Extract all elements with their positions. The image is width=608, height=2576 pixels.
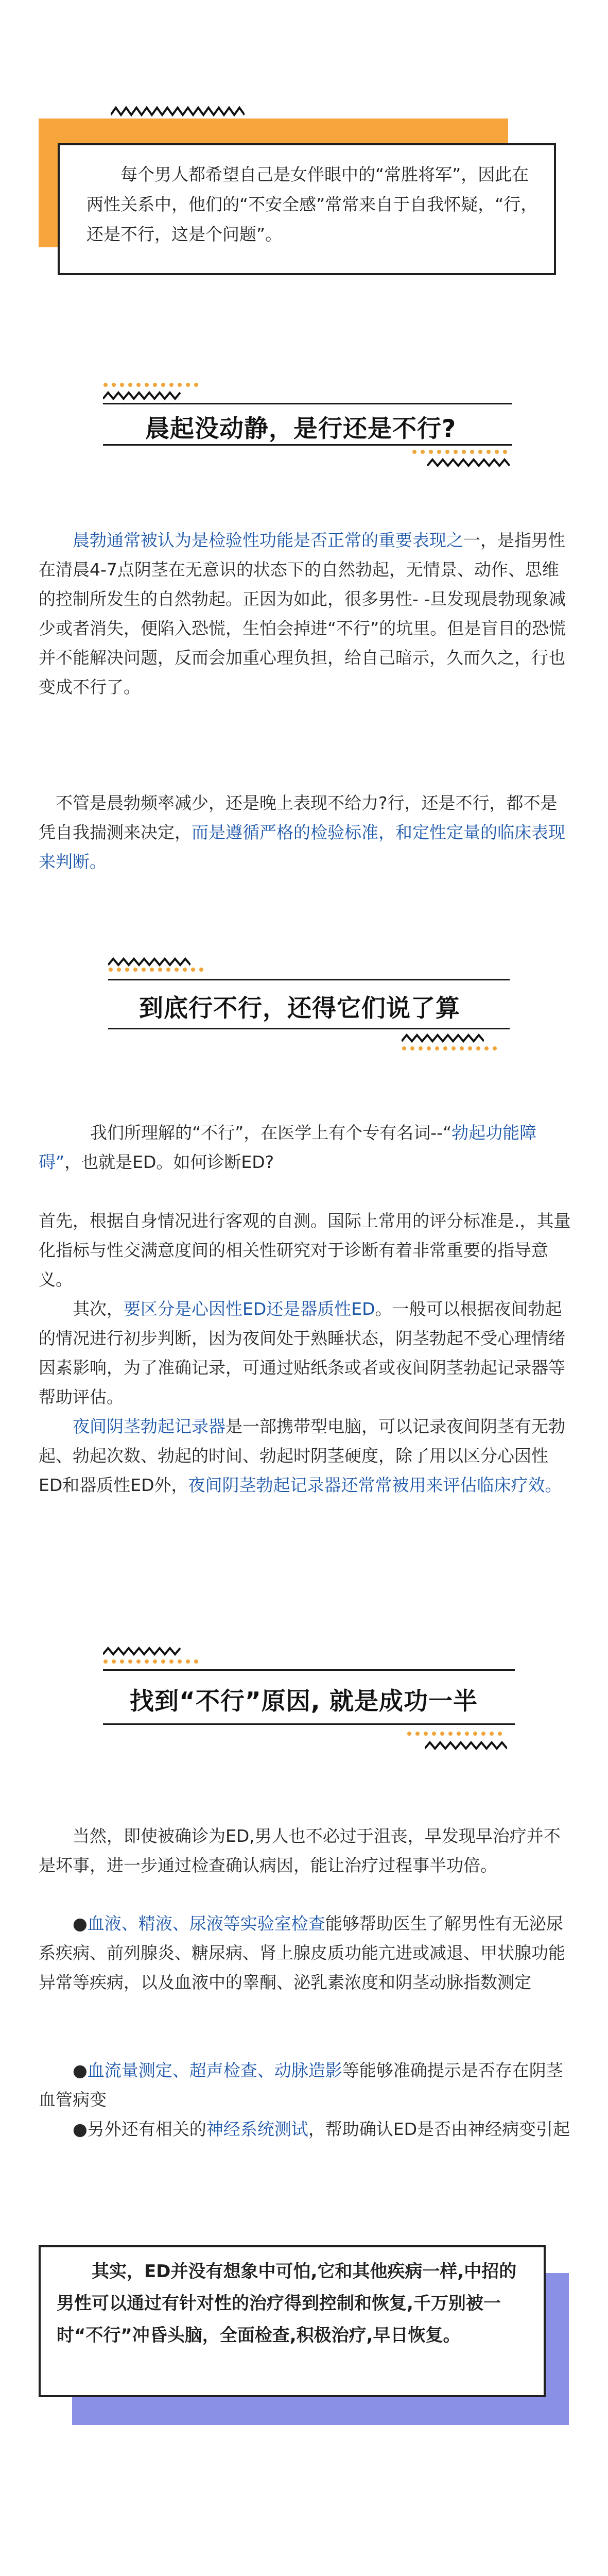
section1-zigzag-left [103, 391, 183, 401]
section3-zigzag-left [103, 1646, 183, 1656]
section3-b2-text: 等能够准确提示是否存在阴茎血管病变 [39, 2060, 563, 2110]
section2-p3-start: 其次， [73, 1299, 124, 1319]
intro-zigzag-decoration [111, 106, 245, 117]
bullet-icon: ● [73, 2060, 88, 2080]
section2-paragraph-4 [39, 1412, 571, 1500]
section3-bottom-rule [103, 1723, 515, 1725]
conclusion-text: 其实，ED并没有想象中可怕,它和其他疾病一样,中招的男性可以通过有针对性的治疗得到控制和恢复,千万别被一时“不行”冲昏头脑，全面检查,积极治疗,早日恢复。 [57, 2261, 517, 2346]
section3-b3-text: ，帮助确认ED是否由神经病变引起 [308, 2119, 570, 2139]
section3-b1-highlight: 血液、精液、尿液等实验室检查 [87, 1913, 325, 1934]
section3-b2-highlight: 血流量测定、超声检查、动脉造影 [87, 2060, 342, 2080]
section2-dots-left [108, 967, 206, 972]
section3-zigzag-right [425, 1740, 507, 1751]
section1-p1-text: 一，是指男性在清晨4-7点阴茎在无意识的状态下的自然勃起，无情景、动作、思维的控制所发生的自然勃起。正因为如此，很多男性- -旦发现晨勃现象减少或者消失，便陷入恐慌，生怕会掉进“不行”的坑里。但是盲目的恐慌并不能解决问题，反而会加重心理负担，给自己暗示，久而久之，行也变成不行了。 [39, 530, 566, 697]
section1-zigzag-right [427, 457, 510, 468]
section1-p2-highlight: 而是遵循严格的检验标准，和定性定量的临床表现来判断。 [39, 822, 565, 872]
section1-paragraph-2 [39, 788, 571, 876]
section2-zigzag-left [108, 957, 190, 967]
section2-p1-highlight: 勃起功能障碍” [39, 1123, 537, 1172]
section3-bullet-3 [39, 2114, 571, 2144]
section3-dots-left [103, 1659, 201, 1664]
section2-paragraph-1 [39, 1118, 571, 1177]
section1-top-rule [103, 403, 512, 404]
section2-p3-text: 。一般可以根据夜间勃起的情况进行初步判断，因为夜间处于熟睡状态，阴茎勃起不受心理情绪因素影响，为了准确记录，可通过贴纸条或者或夜间阴茎勃起记录器等帮助评估。 [39, 1299, 565, 1407]
section1-p1-highlight: 晨勃通常被认为是检验性功能是否正常的重要表现之 [73, 530, 463, 550]
section3-bullet-2 [39, 2056, 571, 2114]
section2-heading: 到底行不行，还得它们说了算 [139, 994, 460, 1023]
section2-dots-right [402, 1046, 499, 1051]
section2-p3-highlight: 要区分是心因性ED还是器质性ED [124, 1299, 375, 1319]
bullet-icon: ● [73, 1913, 88, 1934]
section2-bottom-rule [108, 1028, 510, 1029]
section3-dots-right [407, 1731, 505, 1736]
section3-b3-start: 另外还有相关的 [87, 2119, 206, 2139]
section3-bullet-1 [39, 1909, 571, 1997]
section2-p4-highlight-1: 夜间阴茎勃起记录器 [73, 1416, 225, 1436]
section3-b3-highlight: 神经系统测试 [206, 2119, 308, 2139]
section1-dots-left [103, 382, 201, 387]
section1-p2-text: 不管是晨勃频率减少，还是晚上表现不给力?行，还是不行，都不是凭自我揣测来决定， [39, 793, 558, 842]
section2-paragraph-2: 首先，根据自身情况进行客观的自测。国际上常用的评分标准是.，其量化指标与性交满意度间的相关性研究对于诊断有着非常重要的指导意义。 [39, 1211, 571, 1290]
section3-top-rule [103, 1669, 515, 1671]
section2-p4-highlight-2: 夜间阴茎勃起记录器还常常被用来评估临床疗效。 [188, 1475, 562, 1495]
section2-paragraph-3 [39, 1294, 571, 1412]
bullet-icon: ● [73, 2119, 88, 2139]
section3-b1-text: 能够帮助医生了解男性有无泌尿系疾病、前列腺炎、糖尿病、肾上腺皮质功能亢进或减退、甲状腺功能异常等疾病，以及血液中的睾酮、泌乳素浓度和阴茎动脉指数测定 [39, 1913, 565, 1992]
section2-p1-text: 我们所理解的“不行”，在医学上有个专有名词--“ [90, 1123, 452, 1143]
section3-heading: 找到“不行”原因, 就是成功一半 [130, 1687, 478, 1716]
section1-bottom-rule [103, 444, 512, 446]
section2-top-rule [108, 979, 510, 980]
section3-p1-text: 当然，即使被确诊为ED,男人也不必过于沮丧，早发现早治疗并不是坏事，进一步通过检查确认病因，能让治疗过程事半功倍。 [39, 1826, 561, 1875]
section1-dots-right [412, 449, 510, 454]
section2-zigzag-right [402, 1033, 484, 1043]
section2-p4-text: 是一部携带型电脑，可以记录夜间阴茎有无勃起、勃起次数、勃起的时间、勃起时阴茎硬度，除了用以区分心因性ED和器质性ED外， [39, 1416, 565, 1495]
section3-paragraph-1 [39, 1821, 571, 1880]
section1-paragraph-1 [39, 526, 571, 702]
section2-p1-end: ，也就是ED。如何诊断ED? [64, 1152, 274, 1172]
intro-text: 每个男人都希望自己是女伴眼中的“常胜将军”，因此在两性关系中，他们的“不安全感”常常来自于自我怀疑，“行，还是不行，这是个问题”。 [86, 164, 538, 244]
section1-heading: 晨起没动静，是行还是不行? [145, 415, 457, 443]
